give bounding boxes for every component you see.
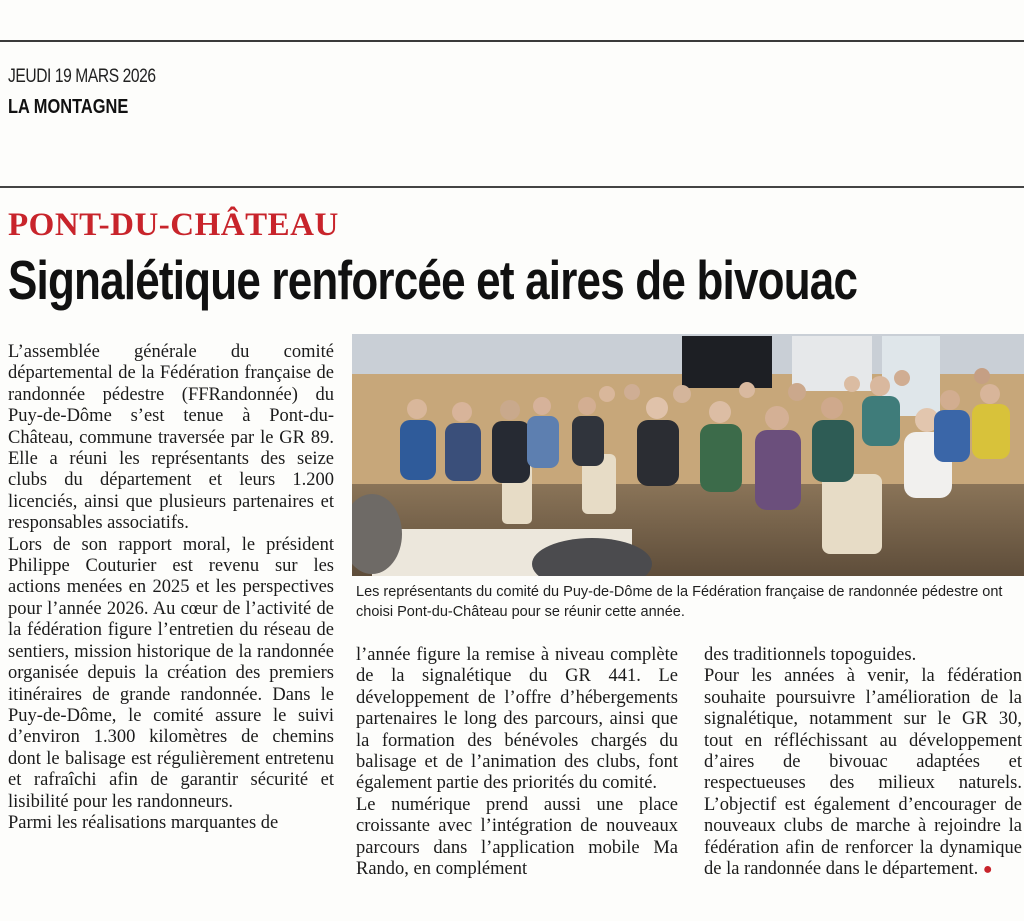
paragraph: L’assemblée générale du comité départemental de la Fédération française de randonnée pédestre (FFRandonnée) du Puy-de-Dôme s’est tenue à Pont-du-Château, commune traversée par le GR 89. Elle a réuni les représentants des seize clubs du département et leurs 1.200 licenciés, ainsi que plusieurs partenaires et responsables associatifs. [8,342,334,534]
meeting-photo-illustration [352,334,1024,576]
paragraph: l’année figure la remise à niveau complète de la signalétique du GR 441. Le développement de l’offre d’hébergements partenaires le long des parcours, ainsi que la formation des bénévoles chargés du balisage et de l’animation des clubs, font également partie des priorités du comité. [356,645,678,794]
paragraph [704,666,1022,880]
top-rule [0,40,1024,42]
photo-caption: Les représentants du comité du Puy-de-Dôme de la Fédération française de randonnée pédestre ont choisi Pont-du-Château pour se réunir cette année. [356,584,1003,620]
section-rule [0,186,1024,188]
article-column-2 [356,645,678,880]
article-column-3 [704,645,1022,880]
paragraph: Parmi les réalisations marquantes de [8,812,279,833]
paragraph: des traditionnels topoguides. [704,645,917,665]
paragraph: Lors de son rapport moral, le président Philippe Couturier est revenu sur les actions menées en 2025 et les perspectives pour l’année 2026. Au cœur de l’activité de la fédération figure l’entretien du réseau de sentiers, mission historique de la randonnée organisée depuis la création des premiers itinéraires de grande randonnée. Dans le Puy-de-Dôme, le comité assure le suivi d’environ 1.300 kilomètres de chemins dont le balisage est régulièrement entretenu et rafraîchi afin de garantir sécurité et lisibilité pour les randonneurs. [8,534,334,812]
newspaper-name: LA MONTAGNE [8,96,129,118]
paragraph-text: Pour les années à venir, la fédération souhaite poursuivre l’amélioration de la signalétique, notamment sur le GR 30, tout en réfléchissant au développement d’aires de bivouac adaptées et respectueuses des milieux naturels. L’objectif est également d’encourager de nouveaux clubs de marche à rejoindre la fédération afin de renforcer la dynamique de la randonnée dans le département. [704,666,1022,880]
article-headline: Signalétique renforcée et aires de bivouac [8,249,858,311]
end-mark-icon: ● [982,861,993,879]
article-photo [352,334,1024,576]
article-kicker: PONT-DU-CHÂTEAU [8,207,339,243]
article-column-1 [8,342,334,834]
dateline: JEUDI 19 MARS 2026 [8,66,156,87]
paragraph: Le numérique prend aussi une place croissante avec l’intégration de nouveaux parcours dans l’application mobile Ma Rando, en complément [356,794,678,880]
